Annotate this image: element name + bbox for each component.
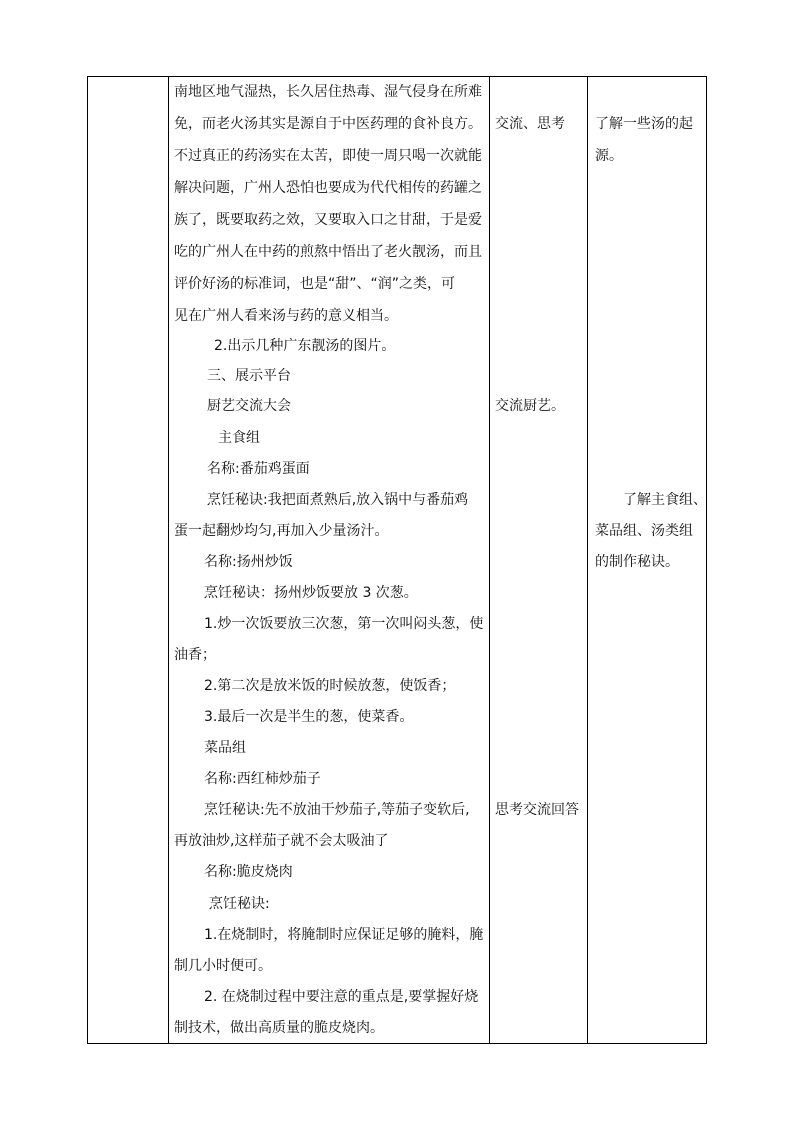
group-heading: 主食组 [218,430,260,446]
content-line: 不过真正的药汤实在太苦，即使一周只喝一次就能 [174,148,482,164]
dish-name: 名称:西红柿炒茄子 [204,771,321,787]
blank-column [88,77,168,1043]
dish-name: 名称:番茄鸡蛋面 [207,461,310,477]
purpose-text: 了解一些汤的起 [595,116,693,132]
content-line: 解决问题，广州人恐怕也要成为代代相传的药罐之 [174,180,482,196]
dish-name: 名称:扬州炒饭 [204,554,293,570]
purpose-text: 的制作秘诀。 [595,554,679,570]
group-heading: 菜品组 [204,740,246,756]
purpose-text: 了解主食组、 [623,492,707,508]
content-line: 厨艺交流大会 [207,398,291,414]
content-line: 见在广州人看来汤与药的意义相当。 [174,308,398,324]
content-line: 吃的广州人在中药的煎熬中悟出了老火靓汤，而且 [174,244,482,260]
content-line: 族了，既要取药之效，又要取入口之甘甜，于是爱 [174,212,482,228]
content-line: 蛋一起翻炒均匀,再加入少量汤汁。 [174,523,389,539]
content-line: 评价好汤的标准词，也是“甜”、“润”之类，可 [174,276,456,292]
content-line: 制几小时便可。 [174,958,272,974]
content-line: 再放油炒,这样茄子就不会太吸油了 [174,833,389,849]
content-line: 烹饪秘诀:先不放油干炒茄子,等茄子变软后, [204,802,470,818]
activity-text: 思考交流回答 [495,802,579,818]
activity-text: 交流厨艺。 [495,398,565,414]
dish-name: 名称:脆皮烧肉 [204,864,293,880]
content-line: 2. 在烧制过程中要注意的重点是,要掌握好烧 [204,989,479,1005]
content-line: 烹饪秘诀:我把面煮熟后,放入锅中与番茄鸡 [207,492,469,508]
content-line: 1.炒一次饭要放三次葱，第一次叫闷头葱，使 [204,616,484,632]
activity-column [489,77,587,1043]
content-line: 3.最后一次是半生的葱，使菜香。 [204,709,414,725]
purpose-text: 源。 [595,148,623,164]
content-line: 2.出示几种广东靓汤的图片。 [214,338,396,354]
content-line: 烹饪秘诀: [209,896,270,912]
purpose-text: 菜品组、汤类组 [595,523,693,539]
content-line: 南地区地气湿热，长久居住热毒、湿气侵身在所难 [174,84,482,100]
activity-text: 交流、思考 [495,116,565,132]
section-heading: 三、展示平台 [207,368,291,384]
content-line: 1.在烧制时，将腌制时应保证足够的腌料，腌 [204,927,484,943]
content-line: 烹饪秘诀：扬州炒饭要放 3 次葱。 [204,585,418,601]
content-column [168,77,489,1043]
content-line: 油香； [174,647,216,663]
lesson-table [87,76,707,1044]
content-line: 免，而老火汤其实是源自于中医药理的食补良方。 [174,116,482,132]
content-line: 2.第二次是放米饭的时候放葱，使饭香； [204,678,456,694]
content-line: 制技术，做出高质量的脆皮烧肉。 [174,1020,384,1036]
purpose-column [587,77,706,1043]
